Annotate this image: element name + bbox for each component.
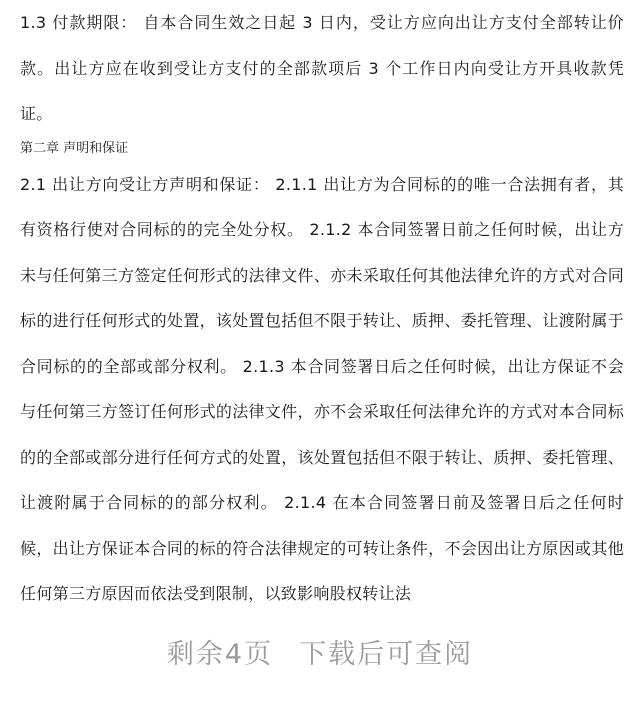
chapter-2-title: 第二章 声明和保证 <box>20 140 129 156</box>
clause-1-3: 1.3 付款期限： 自本合同生效之日起 3 日内，受让方应向出让方支付全部转让价款。出让方应在收到受让方支付的全部款项后 3 个工作日内向受让方开具收款凭证。 <box>20 13 624 123</box>
preview-limit-banner[interactable] <box>0 632 640 671</box>
document-body <box>20 0 624 617</box>
clause-2-1: 2.1 出让方向受让方声明和保证： 2.1.1 出让方为合同标的的唯一合法拥有者，其有资格行使对合同标的的完全处分权。 2.1.2 本合同签署日前之任何时候，出让方未与任何第三方签定任何形式的法律文件、亦未采取任何其他法律允许的方式对合同标的进行任何形式的处置，该处置包括但不限于转让、质押、委托管理、让渡附属于合同标的的全部或部分权利。 2.1.3 本合同签署日后之任何时候，出让方保证不会与任何第三方签订任何形式的法律文件，亦不会采取任何法律允许的方式对本合同标的的全部或部分进行任何方式的处置，该处置包括但不限于转让、质押、委托管理、让渡附属于合同标的的部分权利。 2.1.4 在本合同签署日前及签署日后之任何时候，出让方保证本合同的标的符合法律规定的可转让条件，不会因出让方原因或其他任何第三方原因而依法受到限制，以致影响股权转让法 <box>20 174 624 603</box>
download-prompt-label[interactable]: 下载后可查阅 <box>299 639 474 670</box>
remaining-pages-label: 剩余4页 <box>166 639 274 670</box>
